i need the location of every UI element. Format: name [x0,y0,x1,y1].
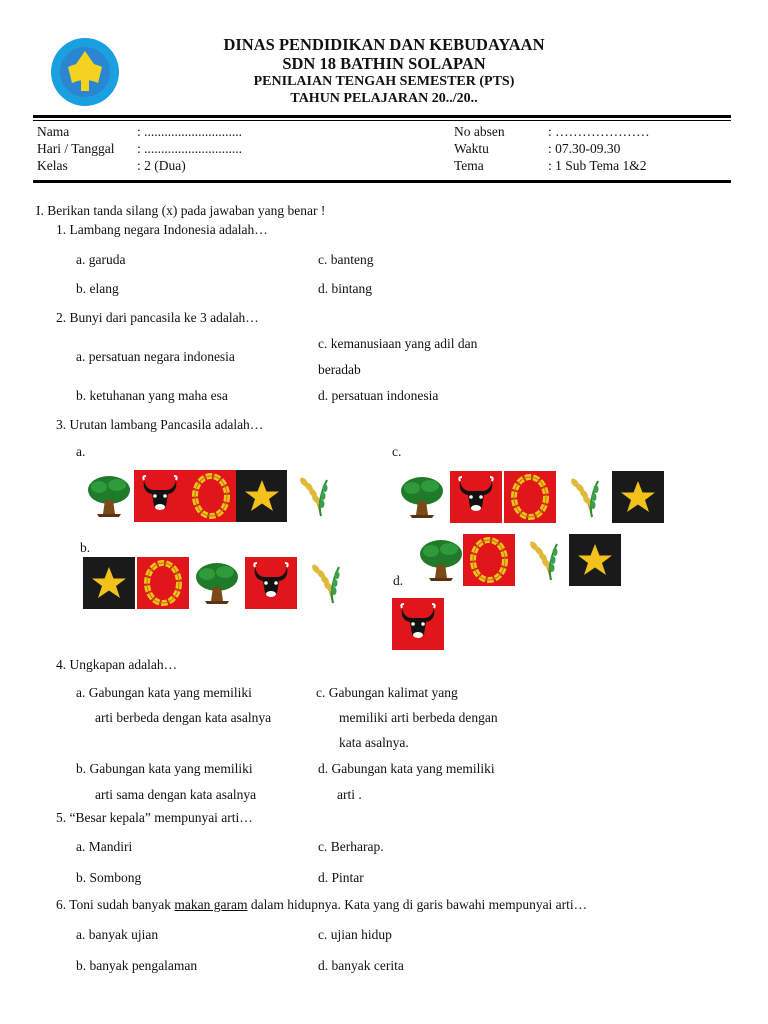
q2-option-c-line1[interactable]: c. kemanusiaan yang adil dan [318,336,478,351]
star-icon [83,557,135,609]
q4-text: 4. Ungkapan adalah… [56,657,178,672]
q3-option-d[interactable]: d. [393,573,404,588]
q4-option-c-line1[interactable]: c. Gabungan kalimat yang [316,685,458,700]
noabsen-label: No absen [454,124,505,139]
tree-icon [191,557,243,609]
q6-option-a[interactable]: a. banyak ujian [76,927,159,942]
bull-icon [134,470,186,522]
q2-option-b[interactable]: b. ketuhanan yang maha esa [76,388,228,403]
q1-option-b[interactable]: b. elang [76,281,119,296]
tree-icon [396,471,448,523]
bull-icon [450,471,502,523]
rice-cotton-icon [517,534,569,586]
q2-option-a[interactable]: a. persatuan negara indonesia [76,349,235,364]
chain-icon [463,534,515,586]
header-rule-thin [33,120,731,121]
q3-option-c[interactable]: c. [392,444,402,459]
star-icon [236,470,288,522]
tema-value: : 1 Sub Tema 1&2 [548,158,647,173]
tree-icon [415,534,467,586]
q4-option-c-line3[interactable]: kata asalnya. [339,735,409,750]
waktu-value: : 07.30-09.30 [548,141,621,156]
header-exam: PENILAIAN TENGAH SEMESTER (PTS) [253,74,515,89]
q2-option-d[interactable]: d. persatuan indonesia [318,388,439,403]
q6-option-c[interactable]: c. ujian hidup [318,927,392,942]
q5-option-c[interactable]: c. Berharap. [318,839,384,854]
q1-option-d[interactable]: d. bintang [318,281,372,296]
nama-label: Nama [37,124,70,139]
section-instruction: I. Berikan tanda silang (x) pada jawaban yang benar ! [36,203,326,218]
chain-icon [504,471,556,523]
rice-cotton-icon [558,471,610,523]
q4-option-d-line2[interactable]: arti . [337,787,362,802]
q5-option-b[interactable]: b. Sombong [76,870,142,885]
rice-cotton-icon [287,470,339,522]
bull-icon [245,557,297,609]
waktu-label: Waktu [454,141,489,156]
rice-cotton-icon [299,557,351,609]
noabsen-field[interactable]: : ………………… [548,124,650,139]
header-school: SDN 18 BATHIN SOLAPAN [282,54,486,73]
q6-text-pre: 6. Toni sudah banyak [56,897,175,912]
q6-text [56,897,587,913]
info-rule [33,180,731,183]
q3-option-a[interactable]: a. [76,444,86,459]
q2-option-c-line2[interactable]: beradab [318,362,361,377]
q5-option-d[interactable]: d. Pintar [318,870,364,885]
q4-option-d-line1[interactable]: d. Gabungan kata yang memiliki [318,761,495,776]
q4-option-b-line2[interactable]: arti sama dengan kata asalnya [95,787,257,802]
hari-label: Hari / Tanggal [37,141,115,156]
q1-option-c[interactable]: c. banteng [318,252,374,267]
q5-option-a[interactable]: a. Mandiri [76,839,133,854]
star-icon [569,534,621,586]
q2-text: 2. Bunyi dari pancasila ke 3 adalah… [56,310,259,325]
tree-icon [83,470,135,522]
chain-icon [137,557,189,609]
header-agency: DINAS PENDIDIKAN DAN KEBUDAYAAN [223,35,545,54]
kelas-label: Kelas [37,158,68,173]
star-icon [612,471,664,523]
header-year: TAHUN PELAJARAN 20../20.. [290,91,478,106]
nama-field[interactable]: : ............................. [137,124,243,139]
q6-option-d[interactable]: d. banyak cerita [318,958,404,973]
q6-underlined-phrase: makan garam [174,897,248,912]
q6-text-post: dalam hidupnya. Kata yang di garis bawahi mempunyai arti… [247,897,588,912]
tema-label: Tema [454,158,484,173]
q1-text: 1. Lambang negara Indonesia adalah… [56,222,268,237]
q4-option-a-line1[interactable]: a. Gabungan kata yang memiliki [76,685,252,700]
kelas-value: : 2 (Dua) [137,158,186,173]
q3-option-b[interactable]: b. [80,540,91,555]
bull-icon [392,598,444,650]
header-rule-thick [33,115,731,118]
q1-option-a[interactable]: a. garuda [76,252,126,267]
q5-text: 5. “Besar kepala” mempunyai arti… [56,810,253,825]
q6-option-b[interactable]: b. banyak pengalaman [76,958,198,973]
chain-icon [185,470,237,522]
q4-option-a-line2[interactable]: arti berbeda dengan kata asalnya [95,710,272,725]
hari-field[interactable]: : ............................. [137,141,243,156]
q4-option-c-line2[interactable]: memiliki arti berbeda dengan [339,710,498,725]
q3-text: 3. Urutan lambang Pancasila adalah… [56,417,264,432]
q4-option-b-line1[interactable]: b. Gabungan kata yang memiliki [76,761,253,776]
